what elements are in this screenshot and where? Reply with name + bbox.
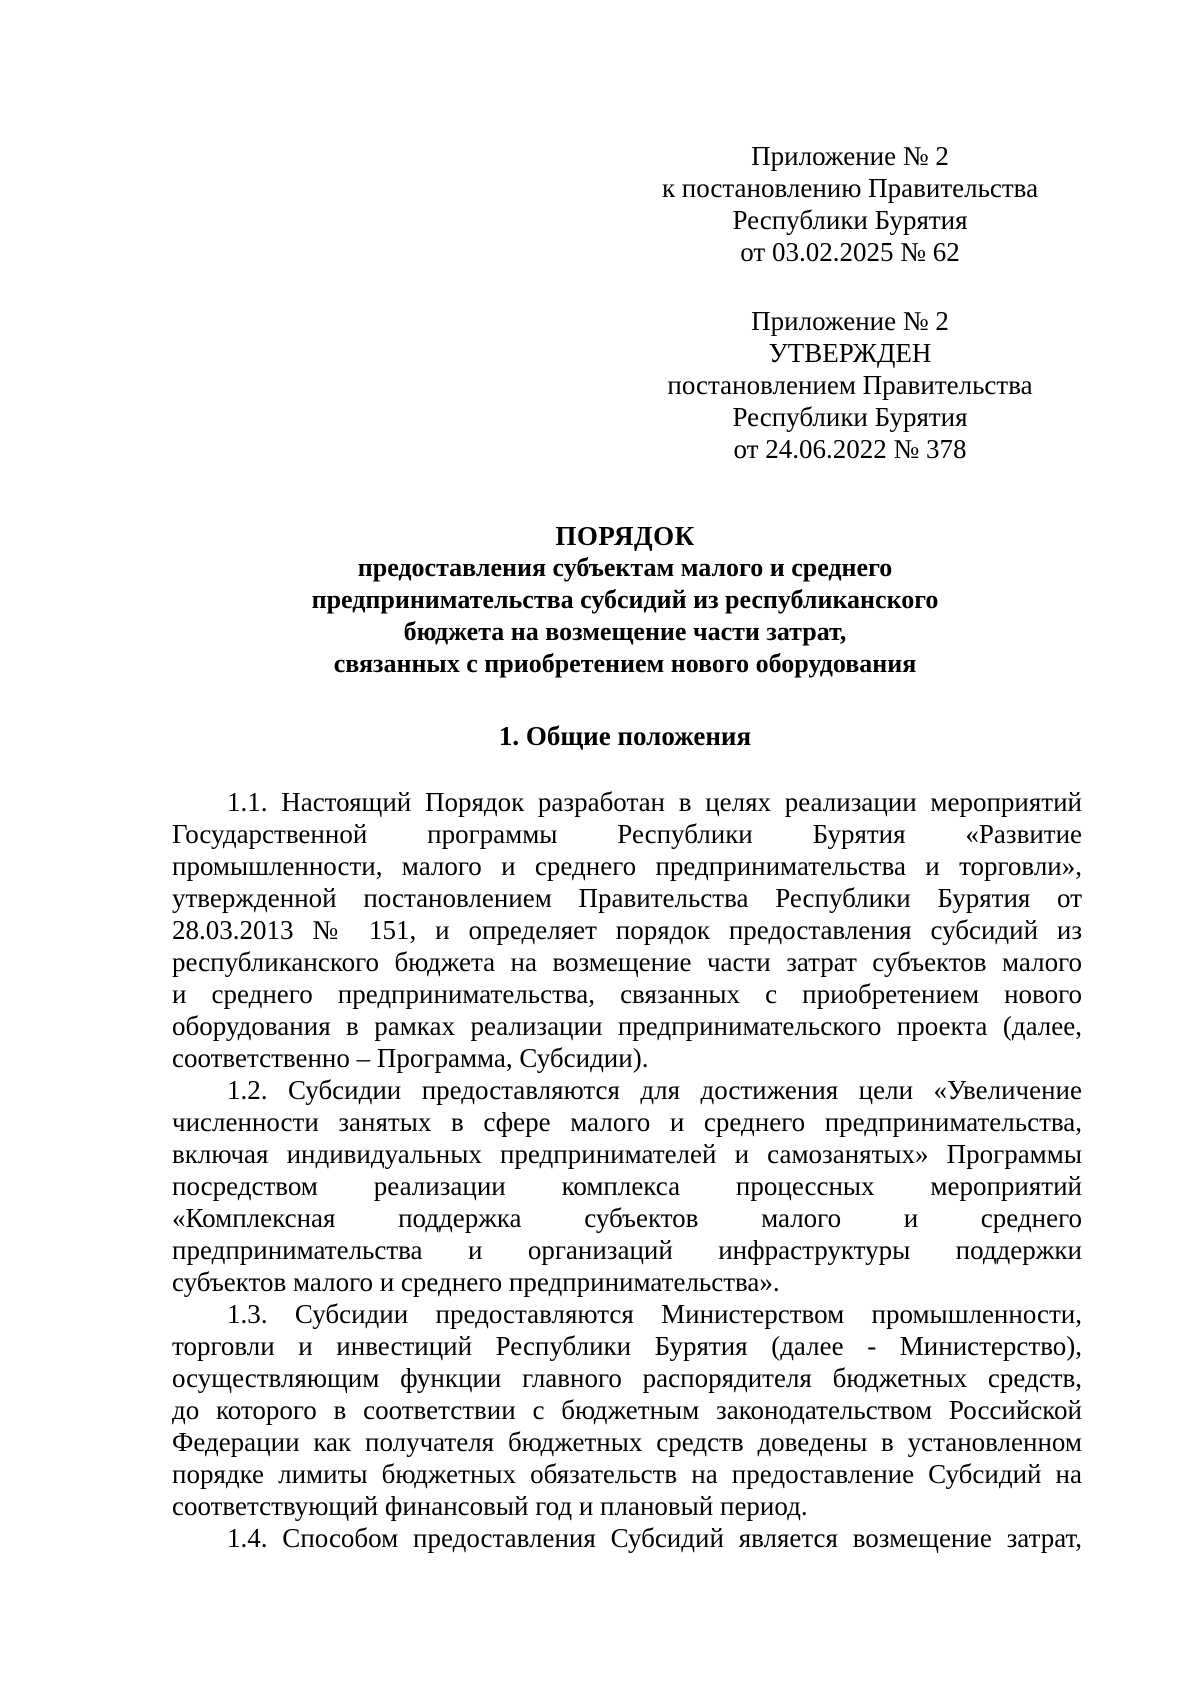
paragraph-line: 1.4. Способом предоставления Субсидий является возмещение затрат, (227, 1523, 1082, 1553)
document-title-block (170, 520, 1080, 680)
paragraph-line: Государственной программы Республики Бурятия «Развитие (172, 819, 1082, 849)
annex-original-line: от 24.06.2022 № 378 (733, 434, 967, 464)
paragraph-line: оборудования в рамках реализации предпринимательского проекта (далее, (172, 1011, 1082, 1041)
annex-current-block (640, 140, 1060, 268)
paragraph-line: 28.03.2013 № 151, и определяет порядок предоставления субсидий из (172, 915, 1082, 945)
annex-original-line: УТВЕРЖДЕН (768, 338, 932, 368)
annex-original-line: постановлением Правительства (667, 370, 1033, 400)
paragraph-line: субъектов малого и среднего предпринимательства». (172, 1267, 780, 1297)
annex-original-block (640, 305, 1060, 465)
paragraph-line: соответствующий финансовый год и плановый период. (172, 1491, 808, 1521)
paragraph-line: торговли и инвестиций Республики Бурятия (далее - Министерство), (172, 1331, 1082, 1361)
paragraph-line: и среднего предпринимательства, связанных с приобретением нового (172, 979, 1082, 1009)
paragraph-line: посредством реализации комплекса процессных мероприятий (172, 1171, 1082, 1201)
paragraph-line: республиканского бюджета на возмещение части затрат субъектов малого (172, 947, 1082, 977)
annex-current-line: от 03.02.2025 № 62 (740, 237, 960, 267)
paragraph-line: 1.3. Субсидии предоставляются Министерством промышленности, (227, 1299, 1082, 1329)
paragraph-1-1 (172, 786, 1082, 1074)
section-heading: 1. Общие положения (498, 721, 752, 751)
paragraph-line: «Комплексная поддержка субъектов малого и среднего (172, 1203, 1082, 1233)
paragraph-line: порядке лимиты бюджетных обязательств на предоставление Субсидий на (172, 1459, 1082, 1489)
document-title: ПОРЯДОК (555, 521, 695, 551)
document-subtitle-line: связанных с приобретением нового оборудования (333, 649, 917, 678)
document-body (172, 786, 1082, 1554)
paragraph-1-3 (172, 1298, 1082, 1522)
annex-current-line: Республики Бурятия (732, 205, 968, 235)
paragraph-line: промышленности, малого и среднего предпринимательства и торговли», (172, 851, 1082, 881)
paragraph-line: до которого в соответствии с бюджетным законодательством Российской (172, 1395, 1082, 1425)
paragraph-line: Федерации как получателя бюджетных средств доведены в установленном (172, 1427, 1082, 1457)
paragraph-line: соответственно – Программа, Субсидии). (172, 1043, 649, 1073)
paragraph-line: включая индивидуальных предпринимателей и самозанятых» Программы (172, 1139, 1082, 1169)
paragraph-line: осуществляющим функции главного распорядителя бюджетных средств, (172, 1363, 1082, 1393)
annex-current-line: к постановлению Правительства (661, 173, 1039, 203)
paragraph-line: 1.1. Настоящий Порядок разработан в целях реализации мероприятий (227, 787, 1082, 817)
document-subtitle-line: предпринимательства субсидий из республиканского (311, 585, 939, 614)
paragraph-1-4 (172, 1522, 1082, 1554)
document-subtitle-line: предоставления субъектам малого и среднего (357, 553, 893, 582)
paragraph-line: 1.2. Субсидии предоставляются для достижения цели «Увеличение (227, 1075, 1082, 1105)
annex-original-line: Республики Бурятия (732, 402, 968, 432)
paragraph-line: предпринимательства и организаций инфраструктуры поддержки (172, 1235, 1082, 1265)
document-subtitle-line: бюджета на возмещение части затрат, (403, 617, 847, 646)
paragraph-1-2 (172, 1074, 1082, 1298)
annex-original-line: Приложение № 2 (751, 306, 949, 336)
paragraph-line: утвержденной постановлением Правительства Республики Бурятия от (172, 883, 1082, 913)
paragraph-line: численности занятых в сфере малого и среднего предпринимательства, (172, 1107, 1082, 1137)
annex-current-line: Приложение № 2 (751, 141, 949, 171)
document-subtitle (170, 552, 1080, 680)
